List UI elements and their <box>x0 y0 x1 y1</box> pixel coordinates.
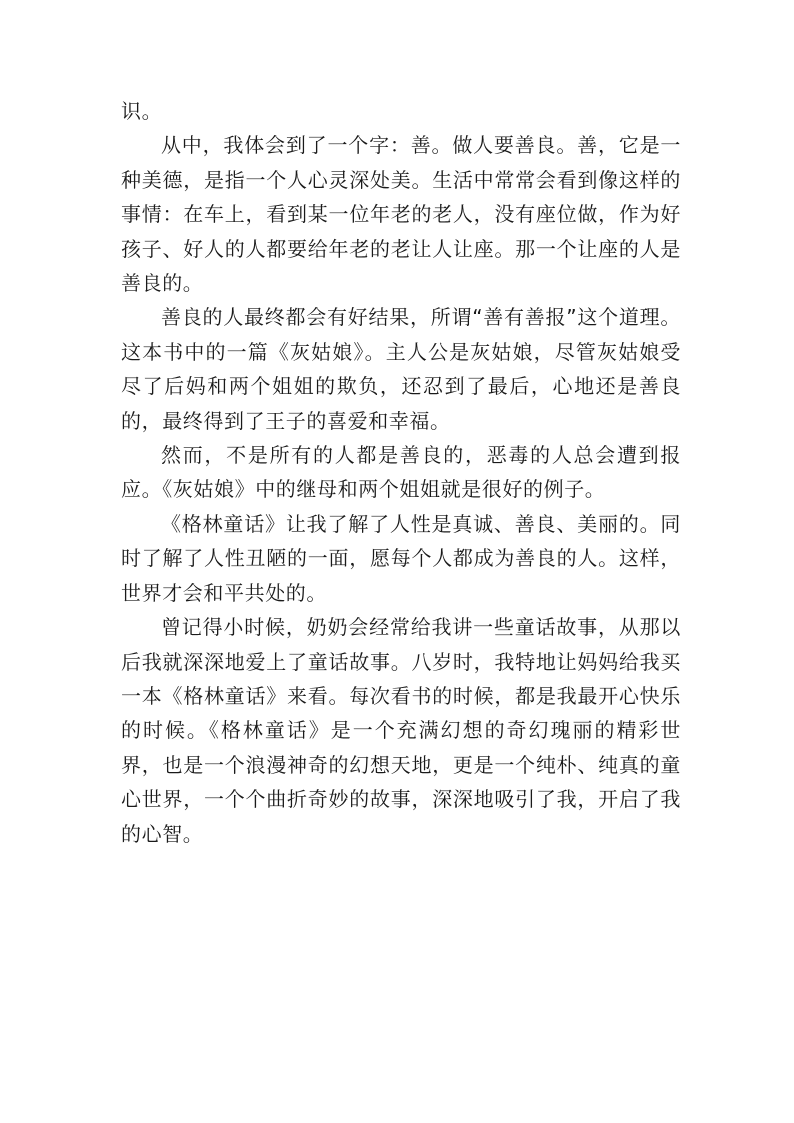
paragraph-1: 识。 <box>121 99 163 123</box>
paragraph-6: 曾记得小时候，奶奶会经常给我讲一些童话故事，从那以后我就深深地爱上了童话故事。八岁时，我特地让妈妈给我买一本《格林童话》来看。每次看书的时候，都是我最开心快乐的时候。《格林童话》是一个充满幻想的奇幻瑰丽的精彩世界，也是一个浪漫神奇的幻想天地，更是一个纯朴、纯真的童心世界，一个个曲折奇妙的故事，深深地吸引了我，开启了我的心智。 <box>121 615 681 846</box>
paragraph-2: 从中，我体会到了一个字：善。做人要善良。善，它是一种美德，是指一个人心灵深处美。生活中常常会看到像这样的事情：在车上，看到某一位年老的老人，没有座位做，作为好孩子、好人的人都要给年老的老让人让座。那一个让座的人是善良的。 <box>121 133 681 296</box>
paragraph-5: 《格林童话》让我了解了人性是真诚、善良、美丽的。同时了解了人性丑陋的一面，愿每个人都成为善良的人。这样，世界才会和平共处的。 <box>121 511 681 605</box>
body-text <box>121 94 681 851</box>
paragraph-3: 善良的人最终都会有好结果，所谓“善有善报”这个道理。这本书中的一篇《灰姑娘》。主人公是灰姑娘，尽管灰姑娘受尽了后妈和两个姐姐的欺负，还忍到了最后，心地还是善良的，最终得到了王子的喜爱和幸福。 <box>121 305 681 433</box>
paragraph-4: 然而，不是所有的人都是善良的，恶毒的人总会遭到报应。《灰姑娘》中的继母和两个姐姐就是很好的例子。 <box>121 443 681 502</box>
